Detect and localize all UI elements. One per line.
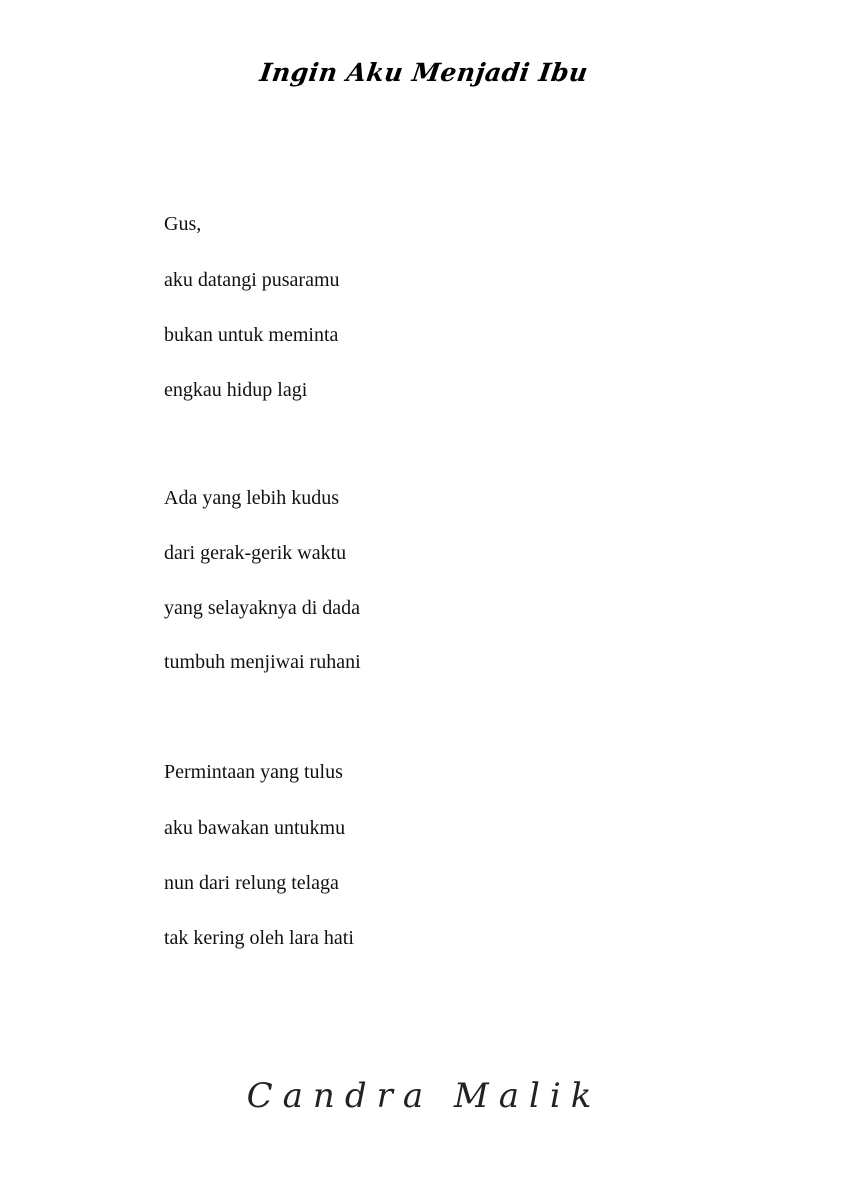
poem-line: tak kering oleh lara hati: [164, 927, 354, 949]
poem-line: Ada yang lebih kudus: [164, 487, 339, 509]
poem-line: dari gerak-gerik waktu: [164, 542, 347, 564]
poem-title: Ingin Aku Menjadi Ibu: [258, 58, 590, 87]
poem-line: bukan untuk meminta: [164, 324, 339, 346]
poem-line: yang selayaknya di dada: [164, 597, 361, 619]
poem-line: Gus,: [164, 213, 202, 235]
poem-line: Permintaan yang tulus: [164, 761, 343, 783]
author-signature: Candra Malik: [246, 1076, 602, 1116]
poem-line: aku datangi pusaramu: [164, 269, 340, 291]
poem-line: nun dari relung telaga: [164, 872, 339, 894]
poem-line: aku bawakan untukmu: [164, 817, 346, 839]
poem-line: tumbuh menjiwai ruhani: [164, 651, 361, 673]
poem-line: engkau hidup lagi: [164, 379, 308, 401]
